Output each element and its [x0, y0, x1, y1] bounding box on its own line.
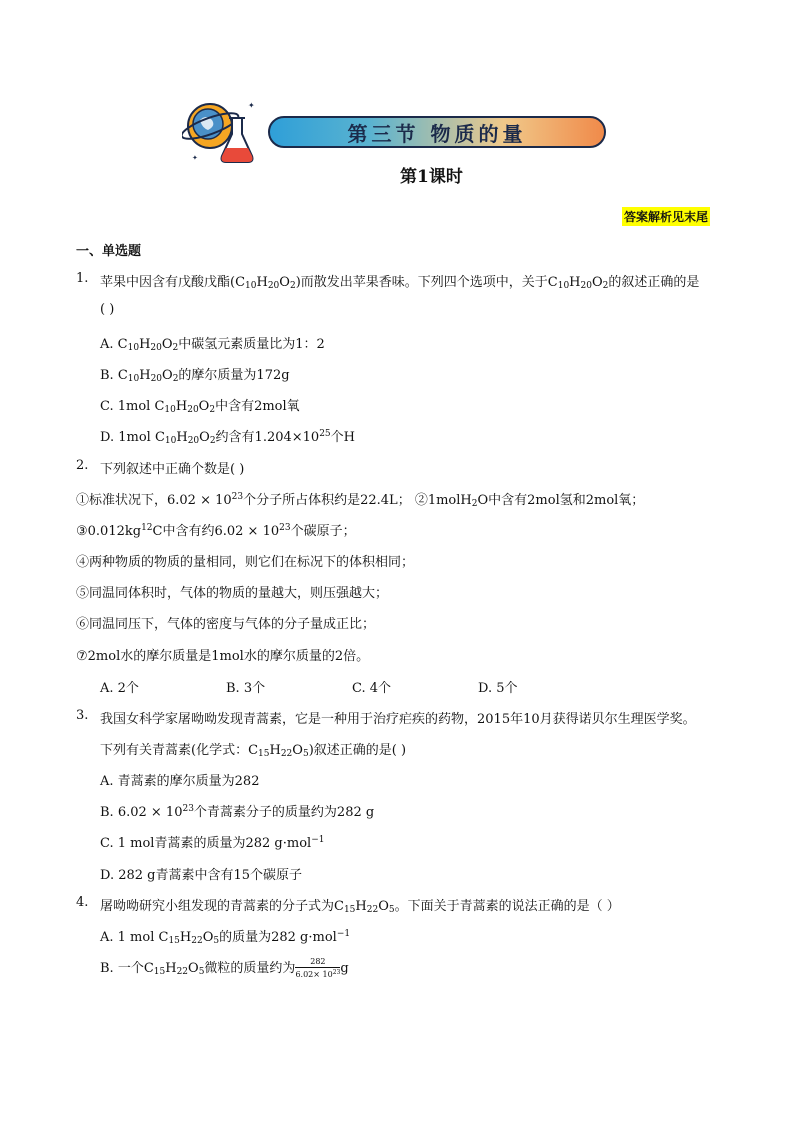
q3-stem-line1: 我国女科学家屠呦呦发现青蒿素，它是一种用于治疗疟疾的药物，2015年10月获得诺贝尔生理医学奖。	[100, 712, 696, 727]
q2-statement-7: ⑦2mol水的摩尔质量是1mol水的摩尔质量的2倍。	[76, 649, 370, 664]
q1-option-c[interactable]: C. 1mol $C_{10}H_{20}O_2$中含有2mol氧	[100, 399, 300, 415]
q2-stem: 下列叙述中正确个数是( )	[100, 462, 245, 477]
q3-option-b[interactable]: B. $6.02 \times 10^{23}$个青蒿素分子的质量约为282 g	[100, 804, 375, 820]
q1-number: 1.	[76, 271, 89, 286]
q2-option-b[interactable]: B. 3个	[226, 681, 266, 696]
mass-fraction: $\frac{282}{6.02\times 10^{23}}$	[295, 957, 341, 979]
q2-option-d[interactable]: D. 5个	[478, 681, 518, 696]
q1-paren: ( )	[100, 302, 115, 317]
q4-stem: 屠呦呦研究小组发现的青蒿素的分子式为$C_{15}H_{22}O_5$。下面关于青蒿素的说法正确的是（ ）	[100, 899, 620, 915]
q1-option-b[interactable]: B. $C_{10}H_{20}O_2$的摩尔质量为172g	[100, 368, 290, 384]
q1-stem: 苹果中因含有戊酸戊酯$(C_{10}H_{20}O_2)$而散发出苹果香味。下列四个选项中，关于$C_{10}H_{20}O_2$的叙述正确的是	[100, 275, 700, 291]
q2-statement-4: ④两种物质的物质的量相同，则它们在标况下的体积相同；	[76, 555, 415, 570]
q3-number: 3.	[76, 708, 89, 723]
science-emblem-icon	[182, 96, 260, 168]
q4-option-a[interactable]: A. 1 mol $C_{15}H_{22}O_5$的质量为282 g·mol$^{-1}$	[100, 929, 351, 946]
q4-number: 4.	[76, 895, 89, 910]
q4-option-b[interactable]: B. 一个$C_{15}H_{22}O_5$微粒的质量约为 $\frac{282}{6.02\times 10^{23}}$ g	[100, 957, 349, 979]
q3-option-a[interactable]: A. 青蒿素的摩尔质量为282	[100, 774, 260, 789]
lesson-subtitle: 第1课时	[400, 167, 463, 187]
q3-option-c[interactable]: C. 1 mol青蒿素的质量为282 g·mol$^{-1}$	[100, 835, 325, 851]
q3-stem-line2: 下列有关青蒿素(化学式：$C_{15}H_{22}O_5$)叙述正确的是( )	[100, 743, 407, 759]
q1-option-d[interactable]: D. 1mol $C_{10}H_{20}O_2$约含有$1.204\times 10^{25}$个H	[100, 429, 355, 446]
q2-statement-3: $③0.012kg^{12}C$中含有约$6.02 \times 10^{23}$个碳原子；	[76, 523, 356, 539]
q2-option-a[interactable]: A. 2个	[100, 681, 139, 696]
svg-text:✦: ✦	[192, 154, 198, 162]
q2-options	[100, 677, 604, 696]
q2-statement-1-2: ①标准状况下，$6.02 \times 10^{23}$个分子所占体积约是22.4L； ②1molH$_2$O中含有2mol氢和2mol氧；	[76, 492, 645, 509]
svg-text:✦: ✦	[248, 101, 255, 110]
q2-option-c[interactable]: C. 4个	[352, 681, 392, 696]
title-banner	[268, 116, 606, 148]
section-heading: 一、单选题	[76, 244, 142, 259]
page-title: 第三节 物质的量	[347, 121, 527, 146]
answer-note-badge: 答案解析见末尾	[622, 207, 710, 226]
q1-option-a[interactable]: A. $C_{10}H_{20}O_2$中碳氢元素质量比为1：2	[100, 337, 325, 353]
q2-statement-5: ⑤同温同体积时，气体的物质的量越大，则压强越大；	[76, 586, 389, 601]
q2-number: 2.	[76, 458, 89, 473]
q3-option-d[interactable]: D. 282 g青蒿素中含有15个碳原子	[100, 868, 303, 883]
q2-statement-6: ⑥同温同压下，气体的密度与气体的分子量成正比；	[76, 617, 376, 632]
